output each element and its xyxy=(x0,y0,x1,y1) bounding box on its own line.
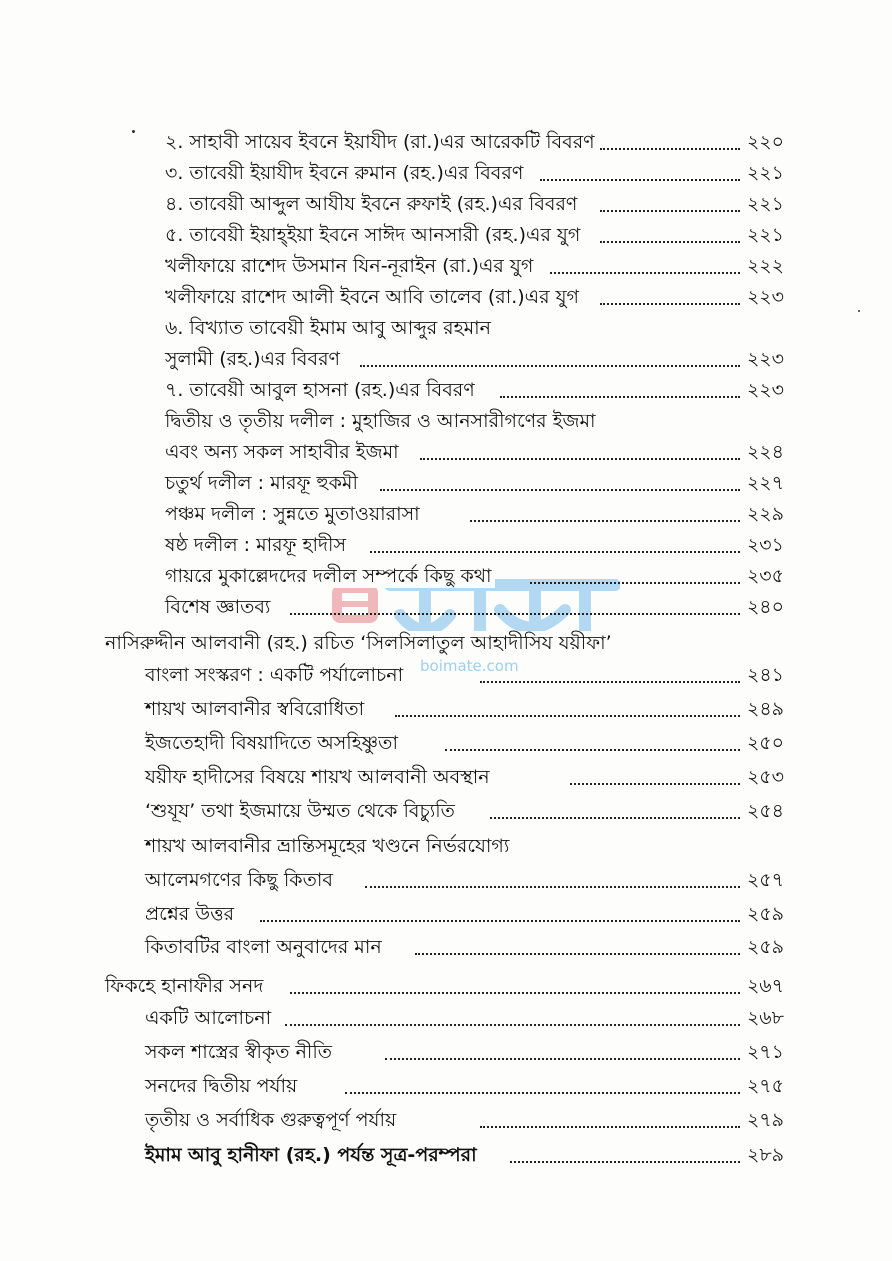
leader-dots xyxy=(385,1058,740,1060)
toc-entry xyxy=(0,469,892,499)
toc-entry-page: ২২৩ xyxy=(744,347,784,371)
toc-entry xyxy=(0,500,892,530)
leader-dots xyxy=(360,365,740,367)
toc-entry-title: দ্বিতীয় ও তৃতীয় দলীল : মুহাজির ও আনসারীগণের ইজমা xyxy=(165,409,599,433)
toc-entry-title: বাংলা সংস্করণ : একটি পর্যালোচনা xyxy=(145,663,406,687)
leader-dots xyxy=(510,1161,740,1163)
toc-entry-page: ২৩১ xyxy=(744,533,784,557)
toc-entry xyxy=(0,1038,892,1068)
toc-entry-title: ইমাম আবু হানীফা (রহ.) পর্যন্ত সূত্র-পরম্পরা xyxy=(145,1143,480,1167)
toc-entry xyxy=(0,1106,892,1136)
toc-entry xyxy=(0,1004,892,1034)
leader-dots xyxy=(600,241,740,243)
toc-entry-page: ২৪০ xyxy=(744,595,784,619)
toc-entry-title: নাসিরুদ্দীন আলবানী (রহ.) রচিত ‘সিলসিলাতুল আহাদীসিয যয়ীফা’ xyxy=(105,631,615,655)
toc-entry-title: ফিকহে হানাফীর সনদ xyxy=(105,974,266,998)
toc-entry xyxy=(0,407,892,437)
leader-dots xyxy=(540,179,740,181)
toc-entry xyxy=(0,314,892,344)
toc-entry xyxy=(0,797,892,827)
toc-entry xyxy=(0,1141,892,1171)
toc-entry-page: ২৭৯ xyxy=(744,1108,784,1132)
leader-dots xyxy=(285,1024,740,1026)
toc-entry xyxy=(0,252,892,282)
toc-entry xyxy=(0,695,892,725)
leader-dots xyxy=(470,520,740,522)
toc-entry-title: চতুর্থ দলীল : মারফূ হুকমী xyxy=(165,471,361,495)
toc-entry-page: ২৮৯ xyxy=(744,1143,784,1167)
toc-entry-title: খলীফায়ে রাশেদ উসমান যিন-নূরাইন (রা.)এর যুগ xyxy=(165,254,536,278)
toc-entry xyxy=(0,933,892,963)
toc-entry-title: সনদের দ্বিতীয় পর্যায় xyxy=(145,1074,300,1098)
leader-dots xyxy=(420,458,740,460)
toc-entry-page: ২৫৪ xyxy=(744,799,784,823)
toc-entry-page: ২৫৯ xyxy=(744,902,784,926)
toc-entry-title: আলেমগণের কিছু কিতাব xyxy=(145,868,336,892)
toc-entry-title: ৭. তাবেয়ী আবুল হাসনা (রহ.)এর বিবরণ xyxy=(165,378,478,402)
leader-dots xyxy=(480,681,740,683)
leader-dots xyxy=(290,613,740,615)
toc-entry xyxy=(0,832,892,862)
toc-entry-page: ২৫৯ xyxy=(744,935,784,959)
toc-entry-page: ২৭১ xyxy=(744,1040,784,1064)
toc-entry-page: ২৫৭ xyxy=(744,868,784,892)
toc-entry xyxy=(0,1072,892,1102)
leader-dots xyxy=(600,303,740,305)
toc-entry-page: ২২০ xyxy=(744,130,784,154)
toc-entry-title: একটি আলোচনা xyxy=(145,1006,274,1030)
leader-dots xyxy=(370,551,740,553)
leader-dots xyxy=(500,396,740,398)
toc-entry-title: শায়খ আলবানীর ভ্রান্তিসমূহের খণ্ডনে নির্ভরযোগ্য xyxy=(145,834,512,858)
toc-entry xyxy=(0,190,892,220)
watermark-site: boimate.com xyxy=(420,657,519,675)
toc-entry-page: ২৪৯ xyxy=(744,697,784,721)
leader-dots xyxy=(290,992,740,994)
toc-entry-page: ২৩৫ xyxy=(744,564,784,588)
toc-entry-title: এবং অন্য সকল সাহাবীর ইজমা xyxy=(165,440,402,464)
toc-entry-title: সুলামী (রহ.)এর বিবরণ xyxy=(165,347,343,371)
toc-entry-title: শায়খ আলবানীর স্ববিরোধিতা xyxy=(145,697,367,721)
toc-entry-title: বিশেষ জ্ঞাতব্য xyxy=(165,595,273,619)
toc-entry xyxy=(0,900,892,930)
toc-entry-title: পঞ্চম দলীল : সুন্নতে মুতাওয়ারাসা xyxy=(165,502,423,526)
toc-entry xyxy=(0,866,892,896)
toc-entry xyxy=(0,531,892,561)
leader-dots xyxy=(365,886,740,888)
toc-entry-title: ৪. তাবেয়ী আব্দুল আযীয ইবনে রুফাই (রহ.)এর বিবরণ xyxy=(165,192,580,216)
toc-entry-page: ২২৯ xyxy=(744,502,784,526)
leader-dots xyxy=(260,920,740,922)
toc-entry xyxy=(0,345,892,375)
toc-entry-title: তৃতীয় ও সর্বাধিক গুরুত্বপূর্ণ পর্যায় xyxy=(145,1108,399,1132)
leader-dots xyxy=(380,489,740,491)
toc-entry xyxy=(0,376,892,406)
toc-entry-title: ‘শুযূয’ তথা ইজমায়ে উম্মত থেকে বিচ্যুতি xyxy=(145,799,458,823)
toc-entry-title: গায়রে মুকাল্লেদদের দলীল সম্পর্কে কিছু কথা xyxy=(165,564,495,588)
leader-dots xyxy=(530,582,740,584)
toc-entry-page: ২২২ xyxy=(744,254,784,278)
toc-entry-page: ২২৩ xyxy=(744,285,784,309)
toc-entry xyxy=(0,438,892,468)
toc-entry-title: সকল শাস্ত্রের স্বীকৃত নীতি xyxy=(145,1040,335,1064)
toc-entry xyxy=(0,763,892,793)
toc-entry-page: ২২৪ xyxy=(744,440,784,464)
leader-dots xyxy=(445,749,740,751)
toc-entry xyxy=(0,283,892,313)
leader-dots xyxy=(345,1092,740,1094)
toc-entry-page: ২৬৮ xyxy=(744,1006,784,1030)
toc-entry-title: ইজতেহাদী বিষয়াদিতে অসহিষ্ণুতা xyxy=(145,731,401,755)
toc-entry xyxy=(0,729,892,759)
toc-entry-page: ২৫৩ xyxy=(744,765,784,789)
toc-entry xyxy=(0,593,892,623)
toc-entry-title: খলীফায়ে রাশেদ আলী ইবনে আবি তালেব (রা.)এর যুগ xyxy=(165,285,582,309)
toc-entry-page: ২৭৫ xyxy=(744,1074,784,1098)
toc-entry-title: ২. সাহাবী সায়েব ইবনে ইয়াযীদ (রা.)এর আরেকটি বিবরণ xyxy=(165,130,598,154)
toc-entry-title: ষষ্ঠ দলীল : মারফূ হাদীস xyxy=(165,533,349,557)
leader-dots xyxy=(490,817,740,819)
leader-dots xyxy=(570,783,740,785)
leader-dots xyxy=(550,272,740,274)
toc-entry-title: ৩. তাবেয়ী ইয়াযীদ ইবনে রুমান (রহ.)এর বিবরণ xyxy=(165,161,526,185)
toc-entry-title: ৬. বিখ্যাত তাবেয়ী ইমাম আবু আব্দুর রহমান xyxy=(165,316,494,340)
toc-entry xyxy=(0,128,892,158)
toc-entry xyxy=(0,661,892,691)
toc-entry xyxy=(0,972,892,1002)
toc-entry-page: ২২১ xyxy=(744,223,784,247)
leader-dots xyxy=(480,1126,740,1128)
toc-entry-page: ২৪১ xyxy=(744,663,784,687)
toc-entry-page: ২৬৭ xyxy=(744,974,784,998)
leader-dots xyxy=(395,715,740,717)
toc-entry-page: ২৫০ xyxy=(744,731,784,755)
leader-dots xyxy=(415,953,740,955)
toc-entry-title: কিতাবটির বাংলা অনুবাদের মান xyxy=(145,935,385,959)
toc-entry xyxy=(0,159,892,189)
toc-entry-title: প্রশ্নের উত্তর xyxy=(145,902,237,926)
toc-entry-page: ২২৭ xyxy=(744,471,784,495)
toc-entry-title: যয়ীফ হাদীসের বিষয়ে শায়খ আলবানী অবস্থান xyxy=(145,765,493,789)
toc-entry-page: ২২১ xyxy=(744,192,784,216)
toc-entry xyxy=(0,221,892,251)
leader-dots xyxy=(600,210,740,212)
toc-entry-page: ২২৩ xyxy=(744,378,784,402)
leader-dots xyxy=(600,148,740,150)
toc-entry-page: ২২১ xyxy=(744,161,784,185)
toc-entry xyxy=(0,629,892,659)
toc-entry-title: ৫. তাবেয়ী ইয়াহ্ইয়া ইবনে সাঈদ আনসারী (রহ.)এর যুগ xyxy=(165,223,583,247)
toc-entry xyxy=(0,562,892,592)
